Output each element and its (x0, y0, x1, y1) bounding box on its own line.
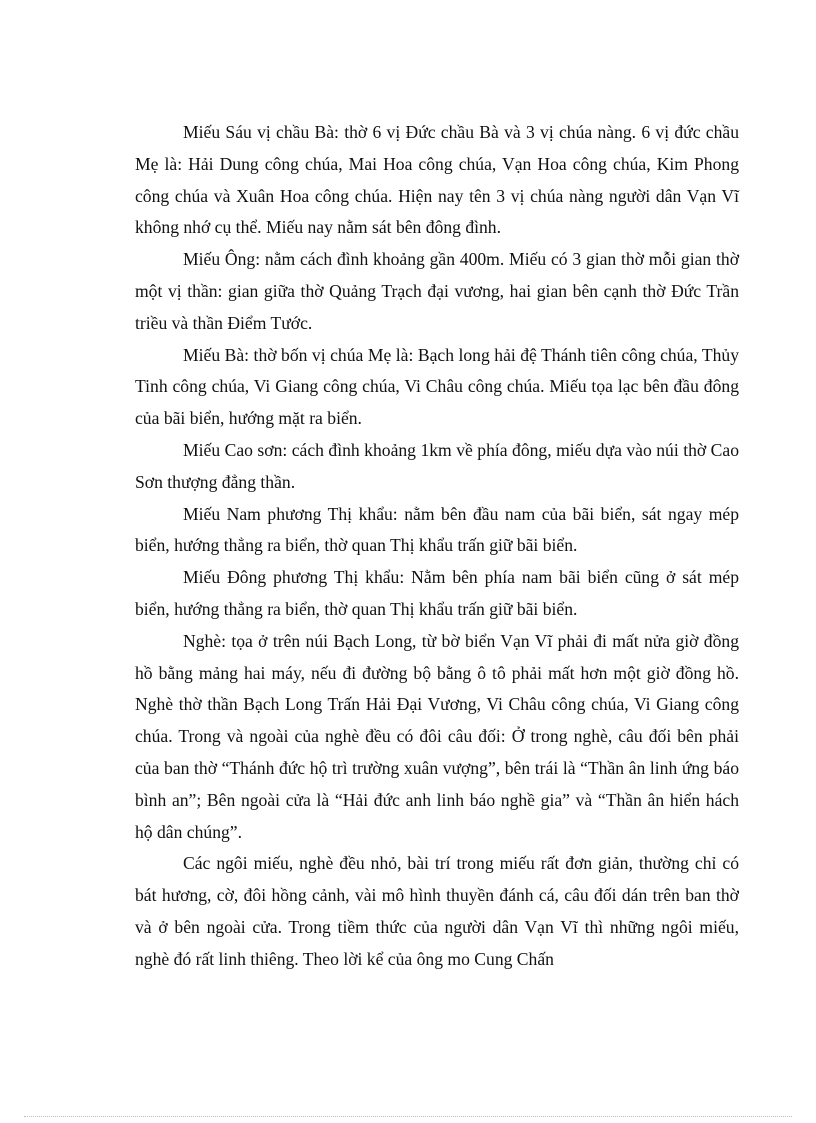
paragraph-mieu-ong: Miếu Ông: nằm cách đình khoảng gần 400m. Miếu có 3 gian thờ mỗi gian thờ một vị thần: gian giữa thờ Quảng Trạch đại vương, hai gian bên cạnh thờ Đức Trần triều và thần Điểm Tước. (135, 249, 739, 333)
paragraph-nghe: Nghè: tọa ở trên núi Bạch Long, từ bờ biển Vạn Vĩ phải đi mất nửa giờ đồng hồ bằng mảng hai máy, nếu đi đường bộ bằng ô tô phải mất hơn một giờ đồng hồ. Nghè thờ thần Bạch Long Trấn Hải Đại Vương, Vi Châu công chúa, Vi Giang công chúa. Trong và ngoài của nghè đều có đôi câu đối: Ở trong nghè, câu đối bên phải của ban thờ “Thánh đức hộ trì trường xuân vượng”, bên trái là “Thần ân linh ứng báo bình an”; Bên ngoài cửa là “Hải đức anh linh báo nghề gia” và “Thần ân hiển hách hộ dân chúng”. (135, 630, 739, 842)
paragraph-mieu-ba: Miếu Bà: thờ bốn vị chúa Mẹ là: Bạch long hải đệ Thánh tiên công chúa, Thủy Tinh công chúa, Vi Giang công chúa, Vi Châu công chúa. Miếu tọa lạc bên đầu đông của bãi biển, hướng mặt ra biển. (135, 344, 739, 429)
paragraph-mieu-sau-vi-chau-ba: Miếu Sáu vị chầu Bà: thờ 6 vị Đức chầu Bà và 3 vị chúa nàng. 6 vị đức chầu Mẹ là: Hải Dung công chúa, Mai Hoa công chúa, Vạn Hoa công chúa, Kim Phong công chúa và Xuân Hoa công chúa. Hiện nay tên 3 vị chúa nàng người dân Vạn Vĩ không nhớ cụ thể. Miếu nay nằm sát bên đông đình. (135, 122, 739, 238)
page-bottom-divider (24, 1116, 792, 1117)
document-body (135, 117, 739, 976)
paragraph-mieu-dong-phuong: Miếu Đông phương Thị khẩu: Nằm bên phía nam bãi biển cũng ở sát mép biển, hướng thẳng ra biển, thờ quan Thị khẩu trấn giữ bãi biển. (135, 567, 739, 619)
paragraph-mieu-nam-phuong: Miếu Nam phương Thị khẩu: nằm bên đầu nam của bãi biển, sát ngay mép biển, hướng thẳng ra biển, thờ quan Thị khẩu trấn giữ bãi biển. (135, 503, 739, 556)
paragraph-cac-ngoi-mieu: Các ngôi miếu, nghè đều nhỏ, bài trí trong miếu rất đơn giản, thường chỉ có bát hương, cờ, đôi hồng cảnh, vài mô hình thuyền đánh cá, câu đối dán trên ban thờ và ở bên ngoài cửa. Trong tiềm thức của người dân Vạn Vĩ thì những ngôi miếu, nghè đó rất linh thiêng. Theo lời kể của ông mo Cung Chấn (135, 853, 739, 969)
paragraph-mieu-cao-son: Miếu Cao sơn: cách đình khoảng 1km về phía đông, miếu dựa vào núi thờ Cao Sơn thượng đẳng thần. (135, 439, 739, 492)
